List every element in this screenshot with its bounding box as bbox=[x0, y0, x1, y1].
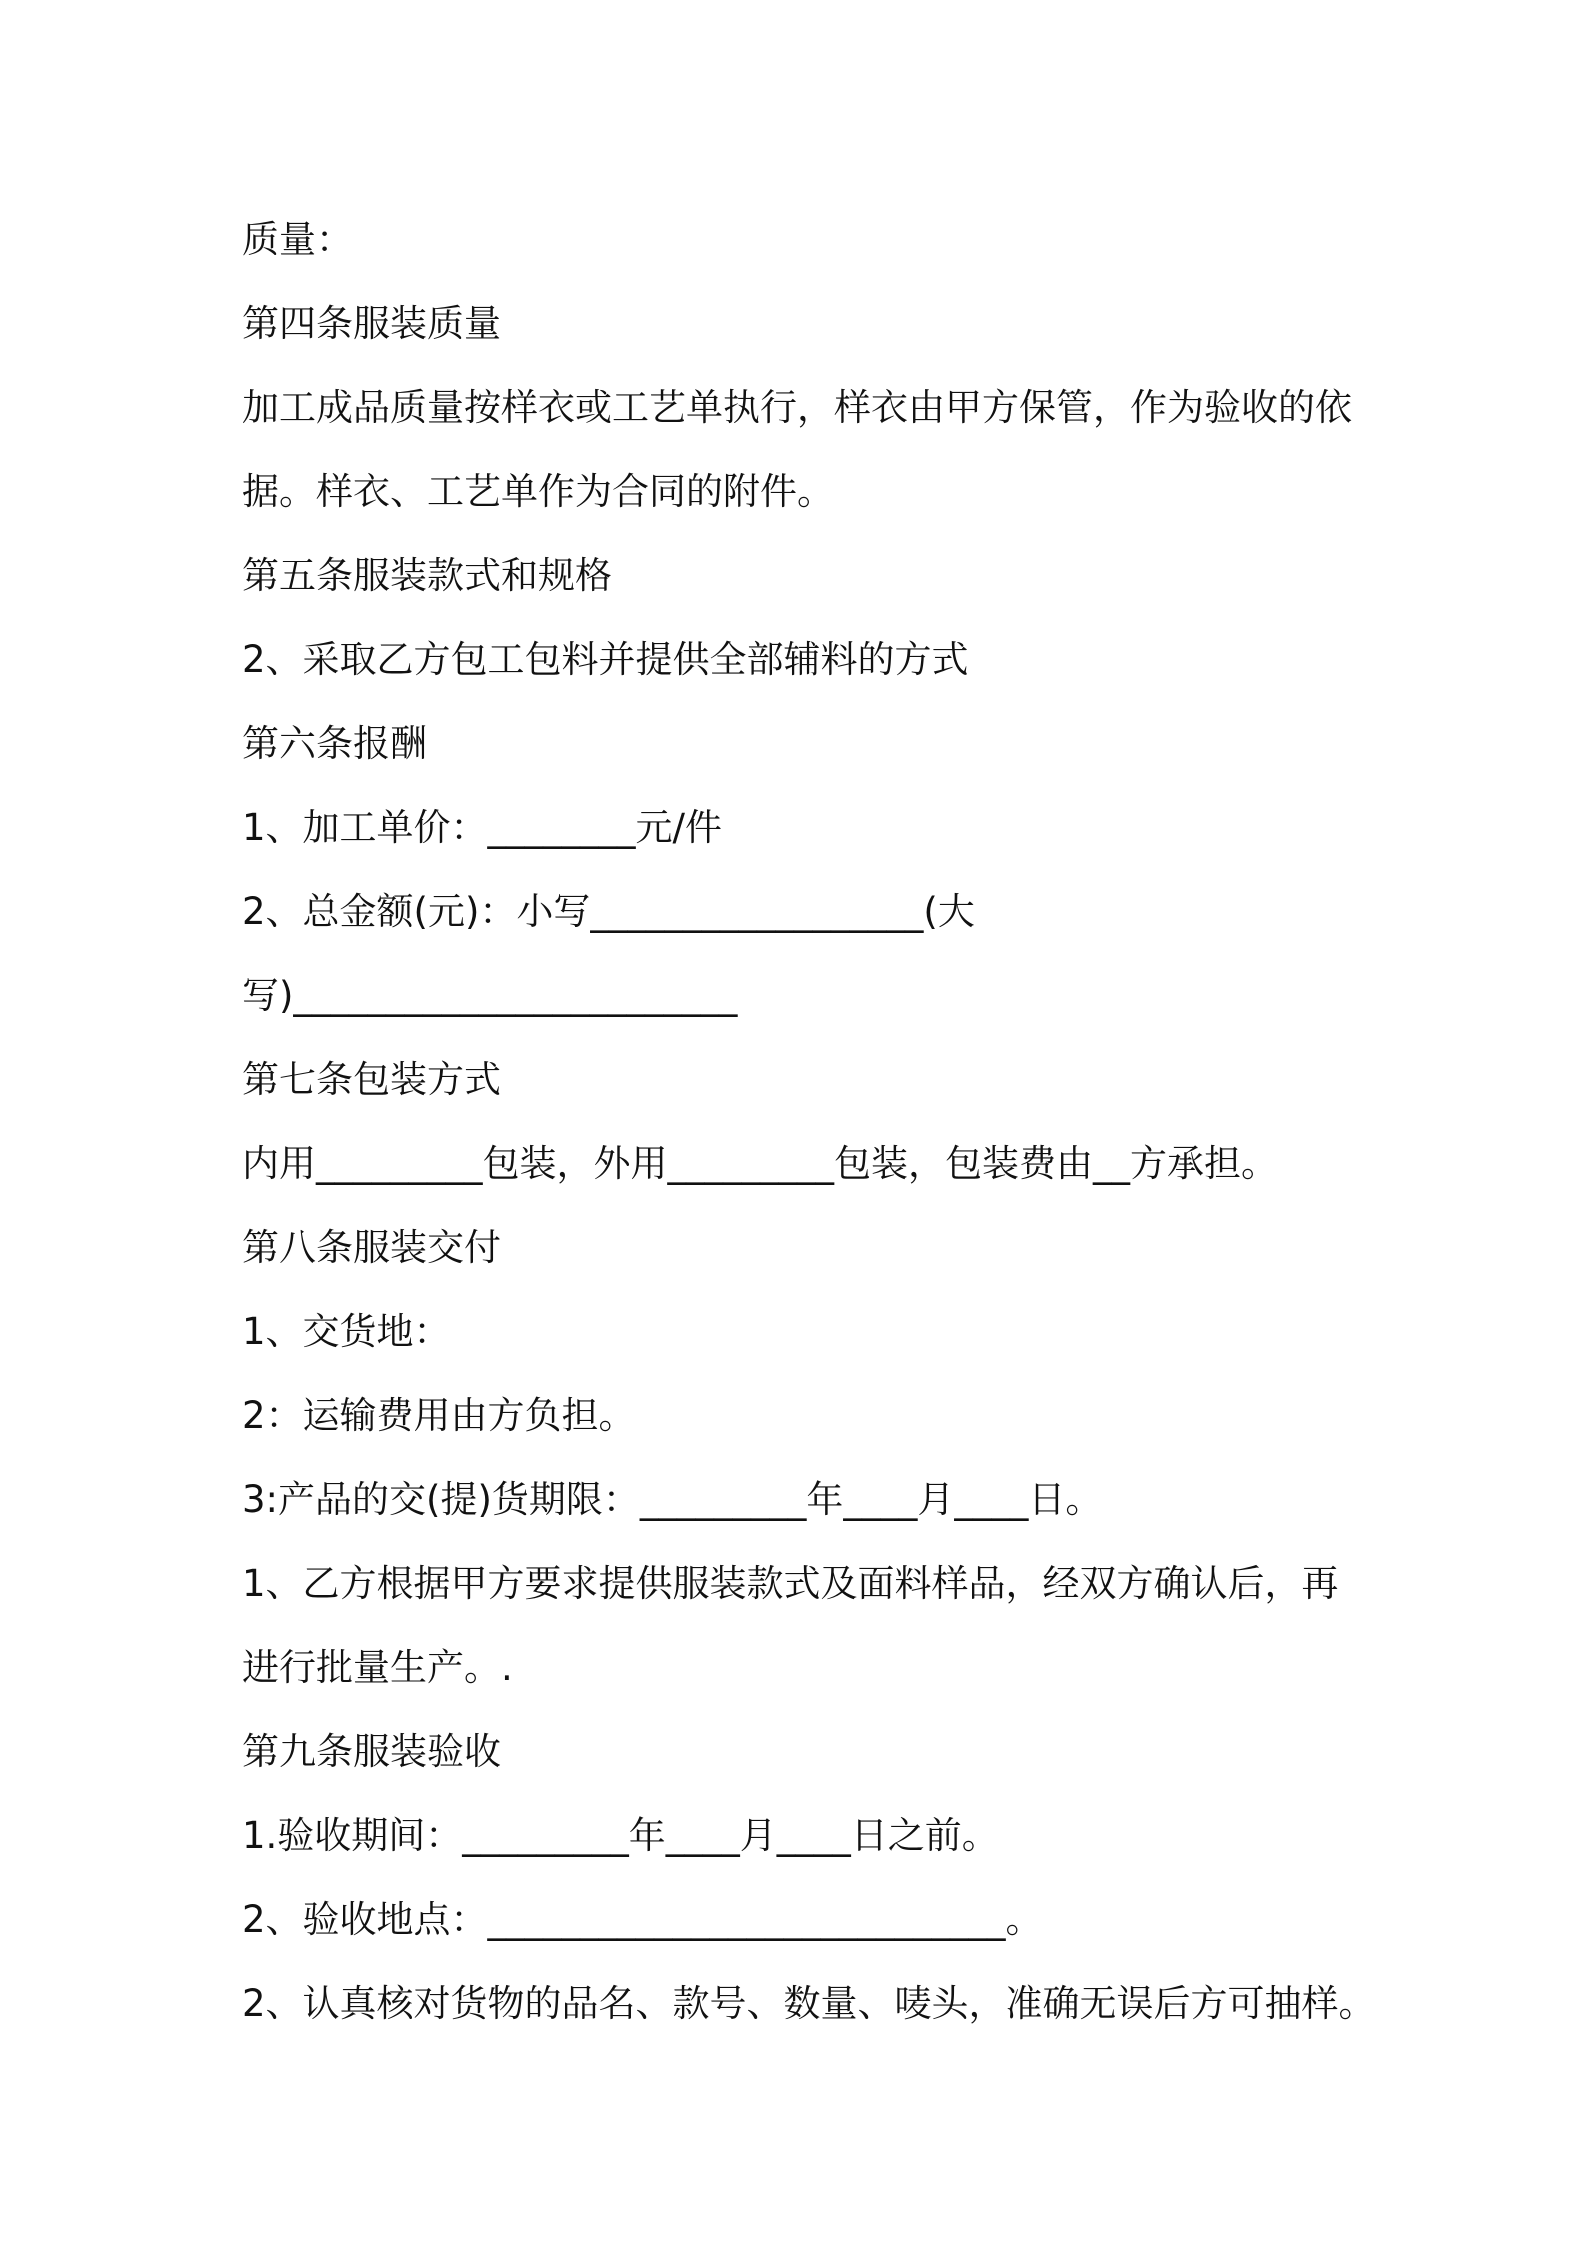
list-item: 1、加工单价：________元/件 bbox=[242, 806, 723, 849]
paragraph-line: 写)________________________ bbox=[242, 974, 738, 1017]
paragraph-line: 进行批量生产。. bbox=[242, 1646, 513, 1689]
list-item: 1、乙方根据甲方要求提供服装款式及面料样品，经双方确认后，再 bbox=[242, 1562, 1339, 1605]
list-item: 2：运输费用由方负担。 bbox=[242, 1394, 636, 1437]
article-heading: 第八条服装交付 bbox=[242, 1226, 501, 1269]
list-item: 2、采取乙方包工包料并提供全部辅料的方式 bbox=[242, 638, 969, 681]
list-item: 1.验收期间：_________年____月____日之前。 bbox=[242, 1814, 999, 1857]
list-item: 1、交货地： bbox=[242, 1310, 451, 1353]
paragraph-line: 加工成品质量按样衣或工艺单执行，样衣由甲方保管，作为验收的依 bbox=[242, 386, 1352, 429]
article-heading: 第四条服装质量 bbox=[242, 302, 501, 345]
article-heading: 第五条服装款式和规格 bbox=[242, 554, 612, 597]
list-item: 2、认真核对货物的品名、款号、数量、唛头，准确无误后方可抽样。 bbox=[242, 1982, 1376, 2025]
article-heading: 第九条服装验收 bbox=[242, 1730, 501, 1773]
list-item: 2、总金额(元)：小写__________________(大 bbox=[242, 890, 975, 933]
list-item: 2、验收地点：____________________________。 bbox=[242, 1898, 1043, 1941]
paragraph-line: 据。样衣、工艺单作为合同的附件。 bbox=[242, 470, 834, 513]
list-item: 3:产品的交(提)货期限：_________年____月____日。 bbox=[242, 1478, 1103, 1521]
paragraph-line: 内用_________包装，外用_________包装，包装费由__方承担。 bbox=[242, 1142, 1278, 1185]
document-body bbox=[242, 198, 1382, 2046]
article-heading: 第七条包装方式 bbox=[242, 1058, 501, 1101]
article-heading: 第六条报酬 bbox=[242, 722, 427, 765]
section-heading: 质量： bbox=[242, 218, 353, 261]
